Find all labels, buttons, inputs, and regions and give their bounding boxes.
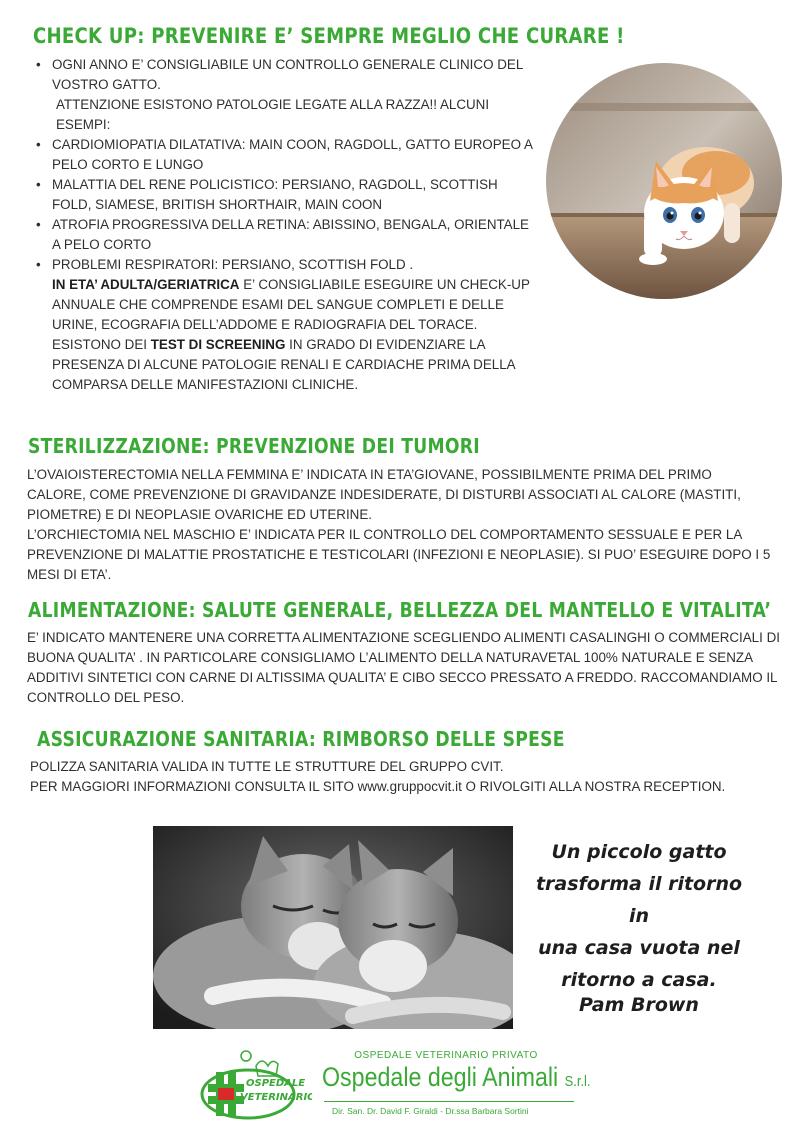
- logo-tagline: OSPEDALE VETERINARIO PRIVATO: [354, 1050, 538, 1061]
- breed-note: ATTENZIONE ESISTONO PATOLOGIE LEGATE ALLA RAZZA!! ALCUNI ESEMPI:: [56, 97, 490, 132]
- sterilizzazione-text: [27, 465, 772, 585]
- assicurazione-heading: ASSICURAZIONE SANITARIA: RIMBORSO DELLE SPESE: [37, 727, 565, 751]
- senior-paragraph: [52, 275, 534, 395]
- checkup-item-text: ATROFIA PROGRESSIVA DELLA RETINA: ABISSINO, BENGALA, ORIENTALE A PELO CORTO: [52, 217, 529, 252]
- bullet-icon: •: [36, 57, 41, 72]
- senior-text: E’ CONSIGLIABILE ESEGUIRE UN CHECK-UP ANNUALE CHE COMPRENDE ESAMI DEL SANGUE COMPLETI E DELLE URINE, ECOGRAFIA DELL’ADDOME E RADIOGRAFIA DEL TORACE. ESISTONO DEI: [52, 277, 530, 352]
- quote-author: Pam Brown: [579, 994, 699, 1016]
- list-item: [34, 55, 534, 135]
- bullet-icon: •: [36, 217, 41, 232]
- checkup-list: [34, 55, 534, 395]
- quote: [524, 836, 754, 996]
- assicurazione-text: [30, 757, 730, 797]
- alimentazione-text: E’ INDICATO MANTENERE UNA CORRETTA ALIMENTAZIONE SCEGLIENDO ALIMENTI CASALINGHI O COMMERCIALI DI BUONA QUALITA’ . IN PARTICOLARE CONSIGLIAMO L’ALIMENTO DELLA NATURAVETAL 100% NATURALE E SENZA ADDITIVI SINTETICI CON CARNE DI ALTISSIMA QUALITA’ E CIBO SECCO PRESSATO A FREDDO. RACCOMANDIAMO IL CONTROLLO DEL PESO.: [27, 630, 780, 705]
- assicurazione-line-2: [30, 777, 730, 797]
- logo-directors: Dir. San. Dr. David F. Giraldi - Dr.ssa Barbara Sortini: [332, 1106, 529, 1116]
- sterilizzazione-heading: STERILIZZAZIONE: PREVENZIONE DEI TUMORI: [28, 434, 480, 458]
- checkup-item-text: CARDIOMIOPATIA DILATATIVA: MAIN COON, RAGDOLL, GATTO EUROPEO A PELO CORTO E LUNGO: [52, 137, 533, 172]
- list-item: [34, 255, 534, 395]
- logo-emblem: [200, 1044, 312, 1120]
- list-item: [34, 215, 534, 255]
- list-item: [34, 135, 534, 175]
- logo-name-text: Ospedale degli Animali: [322, 1062, 559, 1092]
- assicurazione-prefix: PER MAGGIORI INFORMAZIONI CONSULTA IL SITO: [30, 779, 358, 794]
- checkup-item-text: MALATTIA DEL RENE POLICISTICO: PERSIANO, RAGDOLL, SCOTTISH FOLD, SIAMESE, BRITISH SHORTHAIR, MAIN COON: [52, 177, 498, 212]
- sleeping-cats-photo: [153, 826, 513, 1029]
- checkup-item-text: PROBLEMI RESPIRATORI: PERSIANO, SCOTTISH FOLD .: [52, 257, 414, 272]
- assicurazione-suffix: O RIVOLGITI ALLA NOSTRA RECEPTION.: [461, 779, 726, 794]
- logo-divider: [324, 1101, 574, 1102]
- bullet-icon: •: [36, 257, 41, 272]
- bullet-icon: •: [36, 177, 41, 192]
- list-item: [34, 175, 534, 215]
- assicurazione-line-1: POLIZZA SANITARIA VALIDA IN TUTTE LE STRUTTURE DEL GRUPPO CVIT.: [30, 759, 504, 774]
- senior-bold: IN ETA’ ADULTA/GERIATRICA: [52, 277, 240, 292]
- quote-line: trasforma il ritorno in: [535, 873, 743, 927]
- emblem-text-2: VETERINARIO: [240, 1092, 312, 1103]
- kitten-photo: [546, 63, 782, 299]
- sterilizzazione-line-2: L’ORCHIECTOMIA NEL MASCHIO E’ INDICATA PER IL CONTROLLO DEL COMPORTAMENTO SESSUALE E PER LA PREVENZIONE DI MALATTIE PROSTATICHE E TESTICOLARI (INFEZIONI E NEOPLASIE). SI PUO’ ESEGUIRE DOPO I 5 MESI DI ETA’.: [27, 527, 771, 582]
- emblem-text-1: OSPEDALE: [246, 1078, 306, 1089]
- bullet-icon: •: [36, 137, 41, 152]
- quote-line: Un piccolo gatto: [551, 841, 727, 863]
- sterilizzazione-line-1: L’OVAIOISTERECTOMIA NELLA FEMMINA E’ INDICATA IN ETA’GIOVANE, POSSIBILMENTE PRIMA DEL PRIMO CALORE, COME PREVENZIONE DI GRAVIDANZE INDESIDERATE, DI DISTURBI ASSOCIATI AL CALORE (MASTITI, PIOMETRE) E DI NEOPLASIE OVARICHE ED UTERINE.: [27, 467, 741, 522]
- logo-name: [322, 1062, 590, 1093]
- website-link[interactable]: www.gruppocvit.it: [357, 779, 462, 794]
- screening-bold: TEST DI SCREENING: [150, 337, 286, 352]
- quote-line: ritorno a casa.: [561, 969, 717, 991]
- checkup-item-text: OGNI ANNO E’ CONSIGLIABILE UN CONTROLLO GENERALE CLINICO DEL VOSTRO GATTO.: [52, 57, 523, 92]
- checkup-heading: CHECK UP: PREVENIRE E’ SEMPRE MEGLIO CHE CURARE !: [33, 24, 625, 48]
- alimentazione-heading: ALIMENTAZIONE: SALUTE GENERALE, BELLEZZA DEL MANTELLO E VITALITA’: [28, 598, 772, 622]
- logo-suffix: S.r.l.: [564, 1073, 591, 1090]
- screening-text: IN GRADO DI EVIDENZIARE LA PRESENZA DI ALCUNE PATOLOGIE RENALI E CARDIACHE PRIMA DELLA COMPARSA DELLE MANIFESTAZIONI CLINICHE.: [52, 337, 515, 392]
- quote-line: una casa vuota nel: [538, 937, 740, 959]
